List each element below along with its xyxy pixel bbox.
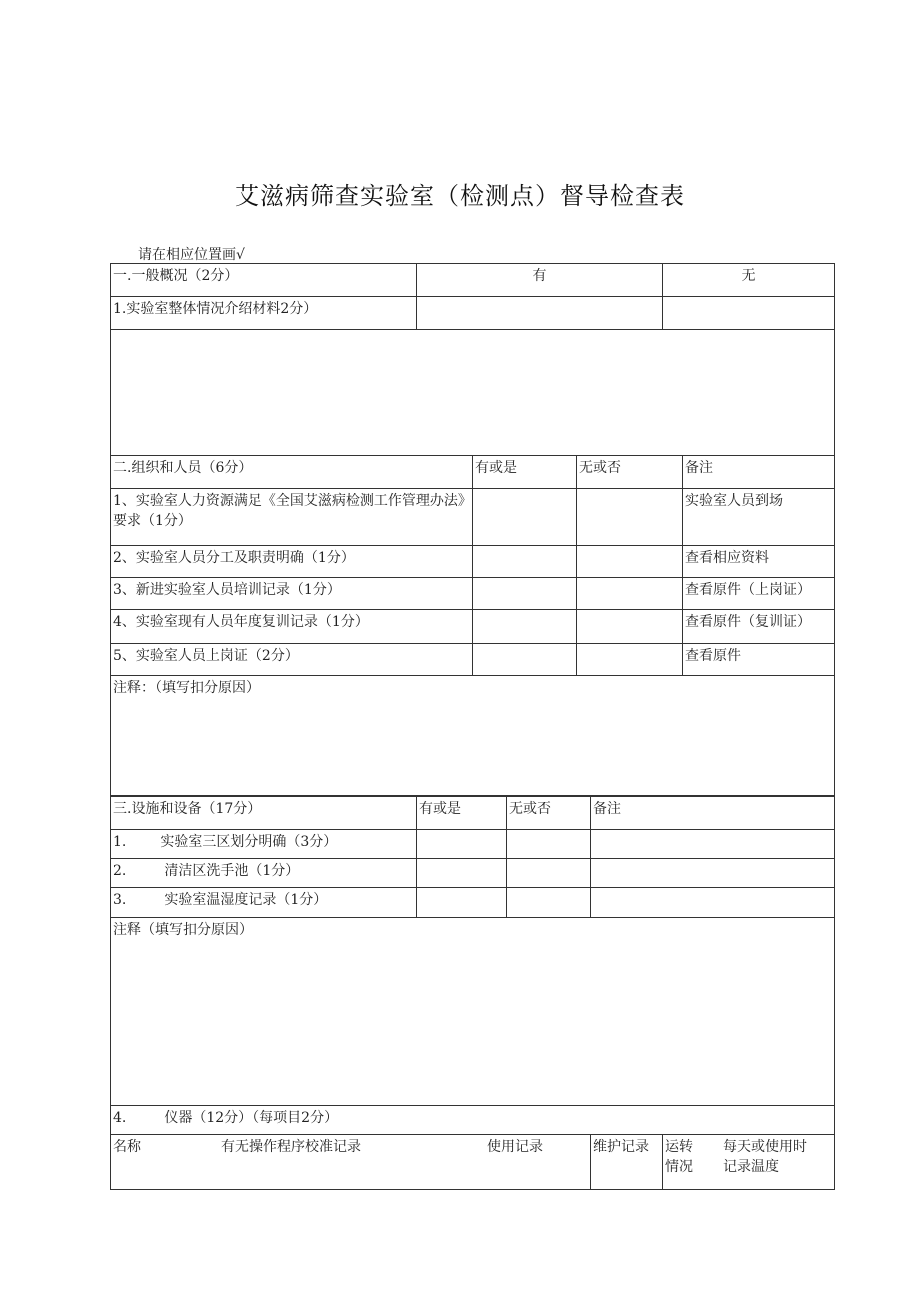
note-cell[interactable]	[591, 859, 835, 888]
col-header-no: 无或否	[577, 456, 683, 489]
page-title: 艾滋病筛查实验室（检测点）督导检查表	[235, 182, 685, 210]
table-row-item: 2、实验室人员分工及职责明确（1分）	[111, 546, 473, 578]
table-row-item: 4、实验室现有人员年度复训记录（1分）	[111, 610, 473, 644]
col-header-use: 使用记录	[487, 1139, 543, 1155]
check-cell[interactable]	[417, 859, 507, 888]
instrument-headers	[111, 1135, 591, 1190]
remark-area[interactable]	[111, 918, 835, 1106]
check-cell[interactable]	[473, 644, 577, 676]
check-cell[interactable]	[507, 859, 591, 888]
remark-area[interactable]	[111, 676, 835, 796]
row-note: 查看原件	[683, 644, 835, 676]
check-cell[interactable]	[473, 546, 577, 578]
section-personnel	[110, 455, 835, 796]
row-note: 查看原件（复训证）	[683, 610, 835, 644]
section-header-general: 一.一般概况（2分）	[111, 264, 417, 297]
col-header-yes: 有	[417, 264, 663, 297]
note-cell[interactable]	[591, 888, 835, 918]
note-cell[interactable]	[591, 830, 835, 859]
item-text: 实验室温湿度记录（1分）	[164, 892, 328, 908]
section-header-instruments	[111, 1106, 835, 1135]
section-header-facilities: 三.设施和设备（17分）	[111, 797, 417, 830]
col-header-yes: 有或是	[473, 456, 577, 489]
check-cell[interactable]	[507, 830, 591, 859]
col-header-yes: 有或是	[417, 797, 507, 830]
check-cell[interactable]	[473, 578, 577, 610]
col-header-temperature: 每天或使用时记录温度	[723, 1139, 807, 1175]
check-cell[interactable]	[577, 546, 683, 578]
section-general	[110, 263, 835, 456]
item-text: 清洁区洗手池（1分）	[164, 863, 300, 879]
item-number: 1.	[113, 834, 127, 850]
section-header-personnel: 二.组织和人员（6分）	[111, 456, 473, 489]
col-header-note: 备注	[591, 797, 835, 830]
section-title: 仪器（12分）（每项目2分）	[164, 1110, 339, 1126]
check-cell[interactable]	[417, 297, 663, 330]
check-cell[interactable]	[473, 489, 577, 546]
col-header-running: 运转情况	[665, 1139, 693, 1175]
col-header-name: 名称	[113, 1139, 141, 1155]
col-header-no: 无或否	[507, 797, 591, 830]
blank-area[interactable]	[111, 330, 835, 456]
table-row-item: 5、实验室人员上岗证（2分）	[111, 644, 473, 676]
check-cell[interactable]	[473, 610, 577, 644]
col-header-no: 无	[663, 264, 835, 297]
remark-label: 注释：（填写扣分原因）	[113, 680, 260, 696]
remark-label: 注释（填写扣分原因）	[113, 922, 253, 938]
check-cell[interactable]	[507, 888, 591, 918]
row-note: 查看相应资料	[683, 546, 835, 578]
row-note: 实验室人员到场	[683, 489, 835, 546]
run-temp-headers	[663, 1135, 835, 1190]
check-cell[interactable]	[663, 297, 835, 330]
table-row-item	[111, 859, 417, 888]
col-header-sop: 有无操作程序校准记录	[221, 1139, 361, 1155]
table-row-item	[111, 830, 417, 859]
check-cell[interactable]	[417, 888, 507, 918]
check-cell[interactable]	[577, 610, 683, 644]
item-intro-materials: 1.实验室整体情况介绍材料2分）	[111, 297, 417, 330]
check-cell[interactable]	[417, 830, 507, 859]
check-cell[interactable]	[577, 489, 683, 546]
col-header-maintenance: 维护记录	[591, 1135, 663, 1190]
table-row-item	[111, 888, 417, 918]
col-header-note: 备注	[683, 456, 835, 489]
section-instruments	[110, 1105, 835, 1190]
table-row-item: 1、实验室人力资源满足《全国艾滋病检测工作管理办法》要求（1分）	[111, 489, 473, 546]
check-cell[interactable]	[577, 578, 683, 610]
item-number: 2.	[113, 863, 127, 879]
section-number: 4.	[113, 1110, 127, 1126]
item-number: 3.	[113, 892, 127, 908]
table-row-item: 3、新进实验室人员培训记录（1分）	[111, 578, 473, 610]
check-cell[interactable]	[577, 644, 683, 676]
section-facilities	[110, 796, 835, 1106]
instruction-text: 请在相应位置画√	[138, 247, 245, 263]
row-note: 查看原件（上岗证）	[683, 578, 835, 610]
item-text: 实验室三区划分明确（3分）	[160, 834, 338, 850]
